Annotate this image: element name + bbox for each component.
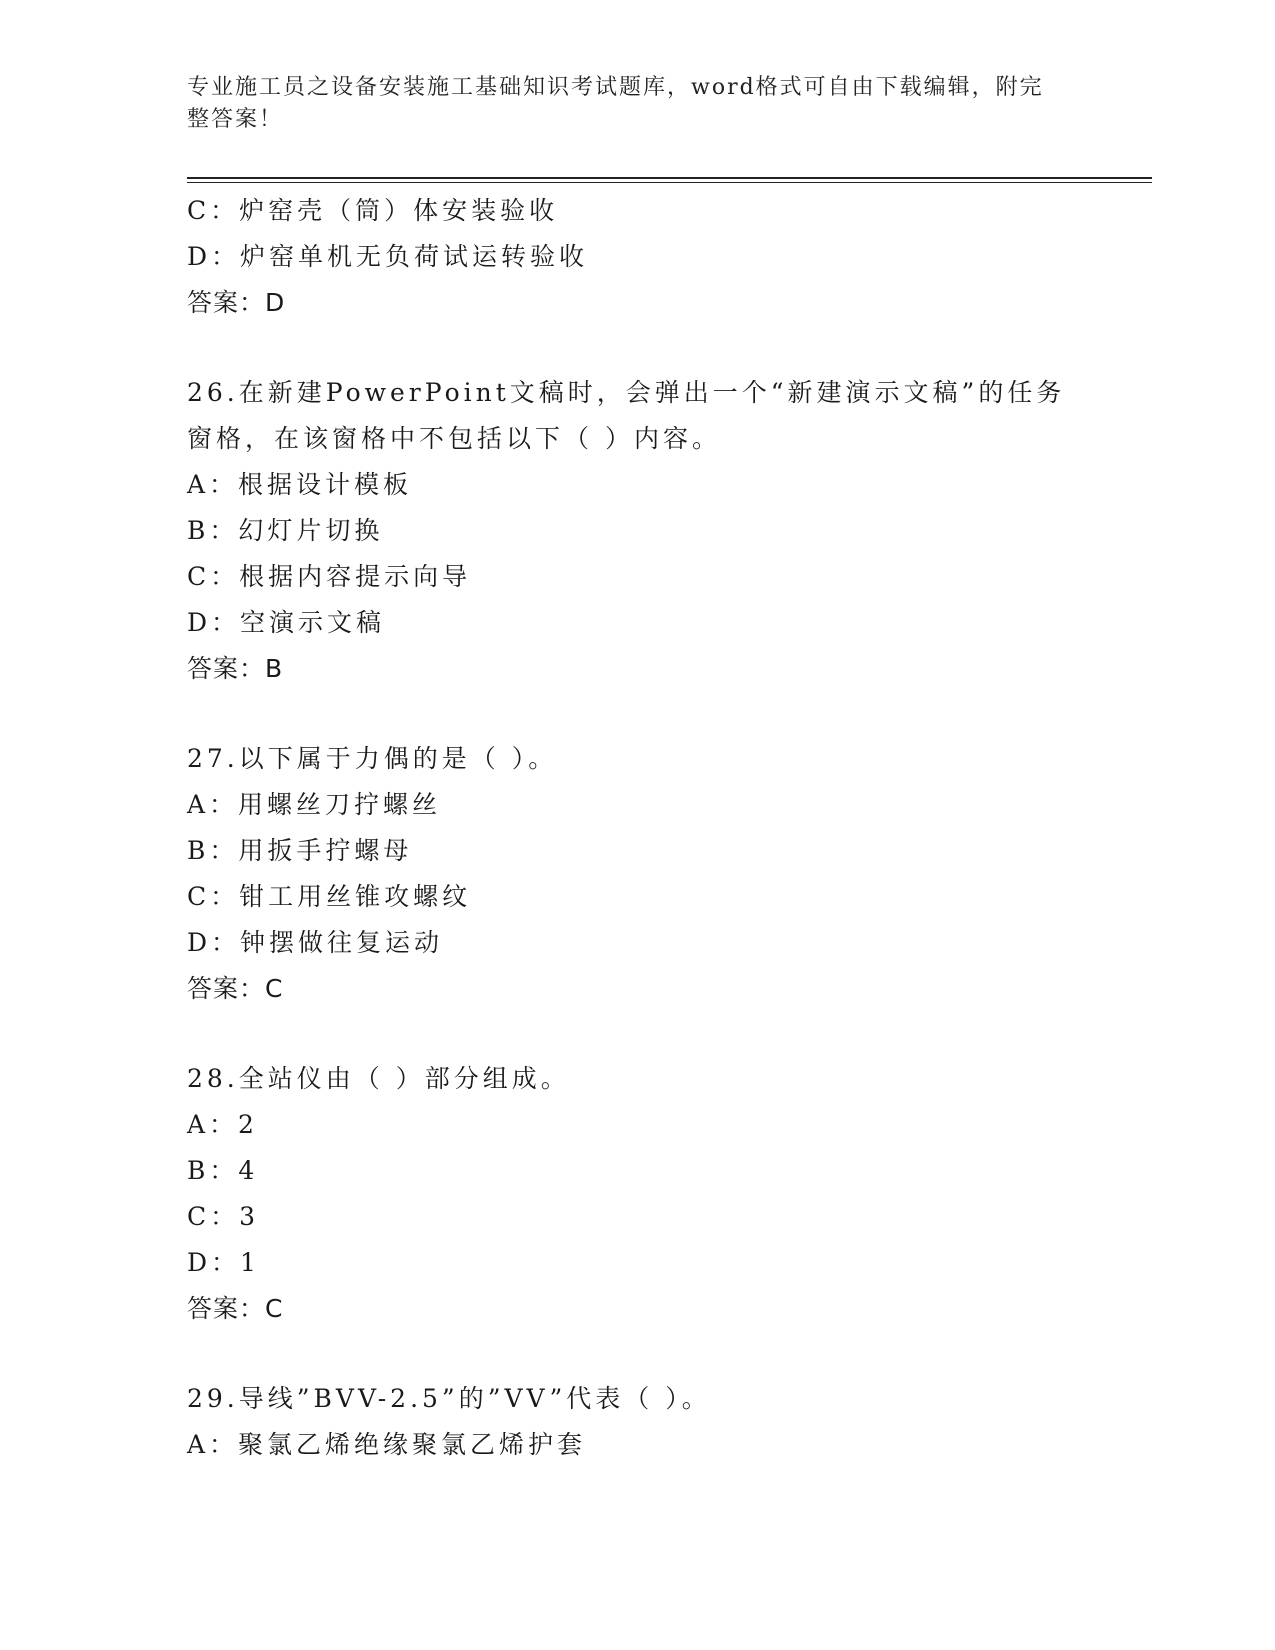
question-list	[187, 188, 1107, 1468]
option-a: A：用螺丝刀拧螺丝	[187, 790, 442, 819]
header-rule-thick	[187, 177, 1152, 179]
question-25-continued	[187, 188, 1107, 326]
answer-line: 答案：C	[187, 974, 284, 1003]
question-26	[187, 370, 1107, 692]
answer-line: 答案：C	[187, 1294, 284, 1323]
option-d: D：空演示文稿	[187, 608, 386, 637]
option-c: C：炉窑壳（筒）体安装验收	[187, 196, 559, 225]
document-title: 专业施工员之设备安装施工基础知识考试题库，word格式可自由下载编辑，附完整答案！	[187, 75, 1044, 132]
option-c: C：3	[187, 1202, 260, 1231]
option-a: A：根据设计模板	[187, 470, 413, 499]
spacer	[187, 1012, 1107, 1056]
option-d: D：炉窑单机无负荷试运转验收	[187, 242, 589, 271]
option-a: A：2	[187, 1110, 258, 1139]
spacer	[187, 326, 1107, 370]
spacer	[187, 1332, 1107, 1376]
question-27	[187, 736, 1107, 1012]
answer-line: 答案：D	[187, 288, 286, 317]
header-rule-thin	[187, 182, 1152, 183]
spacer	[187, 692, 1107, 736]
question-29	[187, 1376, 1107, 1468]
option-c: C：根据内容提示向导	[187, 562, 472, 591]
option-c: C：钳工用丝锥攻螺纹	[187, 882, 472, 911]
option-d: D：1	[187, 1248, 260, 1277]
option-a: A：聚氯乙烯绝缘聚氯乙烯护套	[187, 1430, 587, 1459]
option-b: B：用扳手拧螺母	[187, 836, 413, 865]
document-header	[187, 72, 1067, 136]
question-text: 29.导线”BVV-2.5”的”VV”代表（ ）。	[187, 1384, 711, 1413]
option-d: D：钟摆做往复运动	[187, 928, 444, 957]
question-text: 27.以下属于力偶的是（ ）。	[187, 744, 558, 773]
option-b: B：幻灯片切换	[187, 516, 384, 545]
question-28	[187, 1056, 1107, 1332]
question-text: 26.在新建PowerPoint文稿时，会弹出一个“新建演示文稿”的任务窗格，在该窗格中不包括以下（ ）内容。	[187, 378, 1066, 453]
option-b: B：4	[187, 1156, 259, 1185]
answer-line: 答案：B	[187, 654, 284, 683]
question-text: 28.全站仪由（ ）部分组成。	[187, 1064, 570, 1093]
